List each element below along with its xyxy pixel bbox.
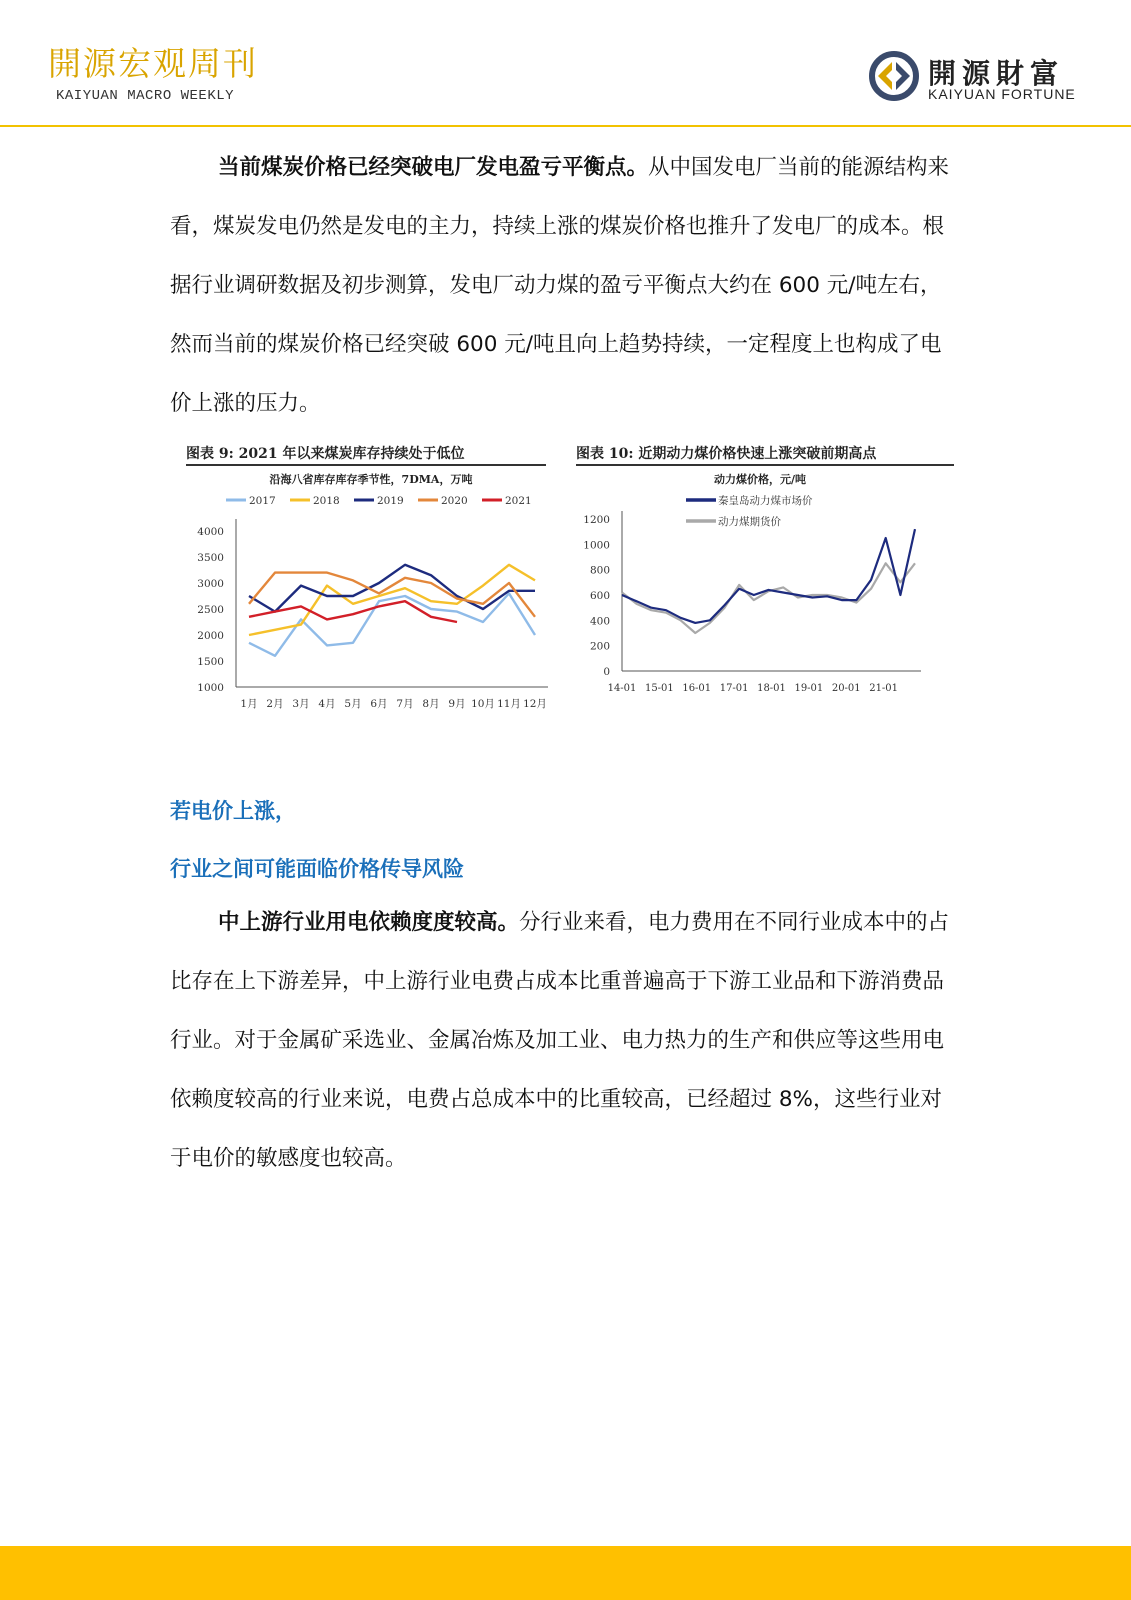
coal-price-chart [576,469,954,714]
paragraph-body: 从中国发电厂当前的能源结构来看，煤炭发电仍然是发电的主力，持续上涨的煤炭价格也推升了发电厂的成本。根据行业调研数据及初步测算，发电厂动力煤的盈亏平衡点大约在 600 元/吨左右，然而当前的煤炭价格已经突破 600 元/吨且向上趋势持续，一定程度上也构成了电价上涨的压力。 [170,155,950,416]
y-tick-label: 600 [589,590,610,602]
paragraph-lead: 中上游行业用电依赖度度较高。 [218,910,520,935]
y-tick-label: 1000 [197,682,224,694]
y-tick-label: 2000 [197,630,224,642]
figure-10-rule [576,464,954,466]
legend-label: 动力煤期货价 [718,516,781,528]
y-tick-label: 200 [589,640,610,653]
company-logo [868,50,1108,106]
x-tick-label: 6月 [370,698,388,710]
figure-9-title: 图表 9: 2021 年以来煤炭库存持续处于低位 [186,446,465,462]
legend-label: 秦皇岛动力煤市场价 [718,495,813,507]
page-header [0,0,1131,126]
chart-subtitle: 沿海八省库存库存季节性，7DMA，万吨 [269,473,473,486]
x-tick-label: 2月 [266,698,284,710]
x-tick-label: 9月 [448,698,466,710]
x-tick-label: 8月 [422,698,440,710]
y-tick-label: 4000 [197,526,224,538]
kaiyuan-logo-icon [868,50,920,102]
section-heading-line1: 若电价上涨， [170,799,296,823]
footer-bar [0,1546,1131,1600]
y-tick-label: 400 [589,615,610,628]
x-tick-label: 16-01 [682,683,712,694]
legend-label: 2017 [249,495,276,507]
series-line [622,563,915,633]
y-tick-label: 1200 [583,514,610,526]
x-tick-label: 4月 [318,698,336,710]
legend-label: 2021 [505,495,532,507]
y-tick-label: 3000 [197,578,224,590]
paragraph-coal-price [170,138,960,433]
x-tick-label: 20-01 [831,683,861,694]
y-tick-label: 2500 [197,604,224,616]
x-tick-label: 7月 [396,698,414,710]
series-line [622,529,915,623]
x-tick-label: 18-01 [757,683,786,694]
y-tick-label: 0 [603,666,610,678]
legend-label: 2018 [313,495,340,507]
coal-inventory-chart [186,469,556,714]
x-tick-label: 19-01 [794,683,824,694]
logo-text-en: KAIYUAN FORTUNE [928,86,1076,102]
publication-title: 開源宏观周刊 [48,44,258,83]
x-tick-label: 17-01 [719,683,749,694]
figure-9 [186,443,556,713]
publication-subtitle: KAIYUAN MACRO WEEKLY [56,88,235,104]
figure-9-rule [186,464,546,466]
y-tick-label: 800 [589,564,610,577]
x-tick-label: 12月 [523,698,547,710]
x-tick-label: 10月 [471,698,495,710]
figure-10 [576,443,954,713]
x-tick-label: 1月 [240,698,258,710]
x-tick-label: 3月 [292,698,310,710]
header-rule [0,125,1131,127]
y-tick-label: 1500 [197,656,224,668]
y-tick-label: 1000 [583,539,610,552]
paragraph-industry-dependence [170,893,960,1188]
paragraph-body: 分行业来看，电力费用在不同行业成本中的占比存在上下游差异，中上游行业电费占成本比重普遍高于下游工业品和下游消费品行业。对于金属矿采选业、金属冶炼及加工业、电力热力的生产和供应等这些用电依赖度较高的行业来说，电费占总成本中的比重较高，已经超过 8%，这些行业对于电价的敏感度也较高。 [170,910,950,1171]
x-tick-label: 5月 [344,698,362,710]
figure-10-title: 图表 10: 近期动力煤价格快速上涨突破前期高点 [576,446,877,462]
x-tick-label: 11月 [497,698,521,710]
x-tick-label: 14-01 [607,683,637,694]
section-heading-line2: 行业之间可能面临价格传导风险 [170,857,464,881]
y-tick-label: 3500 [197,552,224,564]
chart-subtitle: 动力煤价格，元/吨 [714,473,807,486]
legend-label: 2020 [441,495,468,507]
logo-text-cn: 開源財富 [928,57,1065,90]
x-tick-label: 15-01 [644,683,674,694]
x-tick-label: 21-01 [869,683,899,694]
legend-label: 2019 [377,495,404,507]
paragraph-lead: 当前煤炭价格已经突破电厂发电盈亏平衡点。 [218,155,649,180]
